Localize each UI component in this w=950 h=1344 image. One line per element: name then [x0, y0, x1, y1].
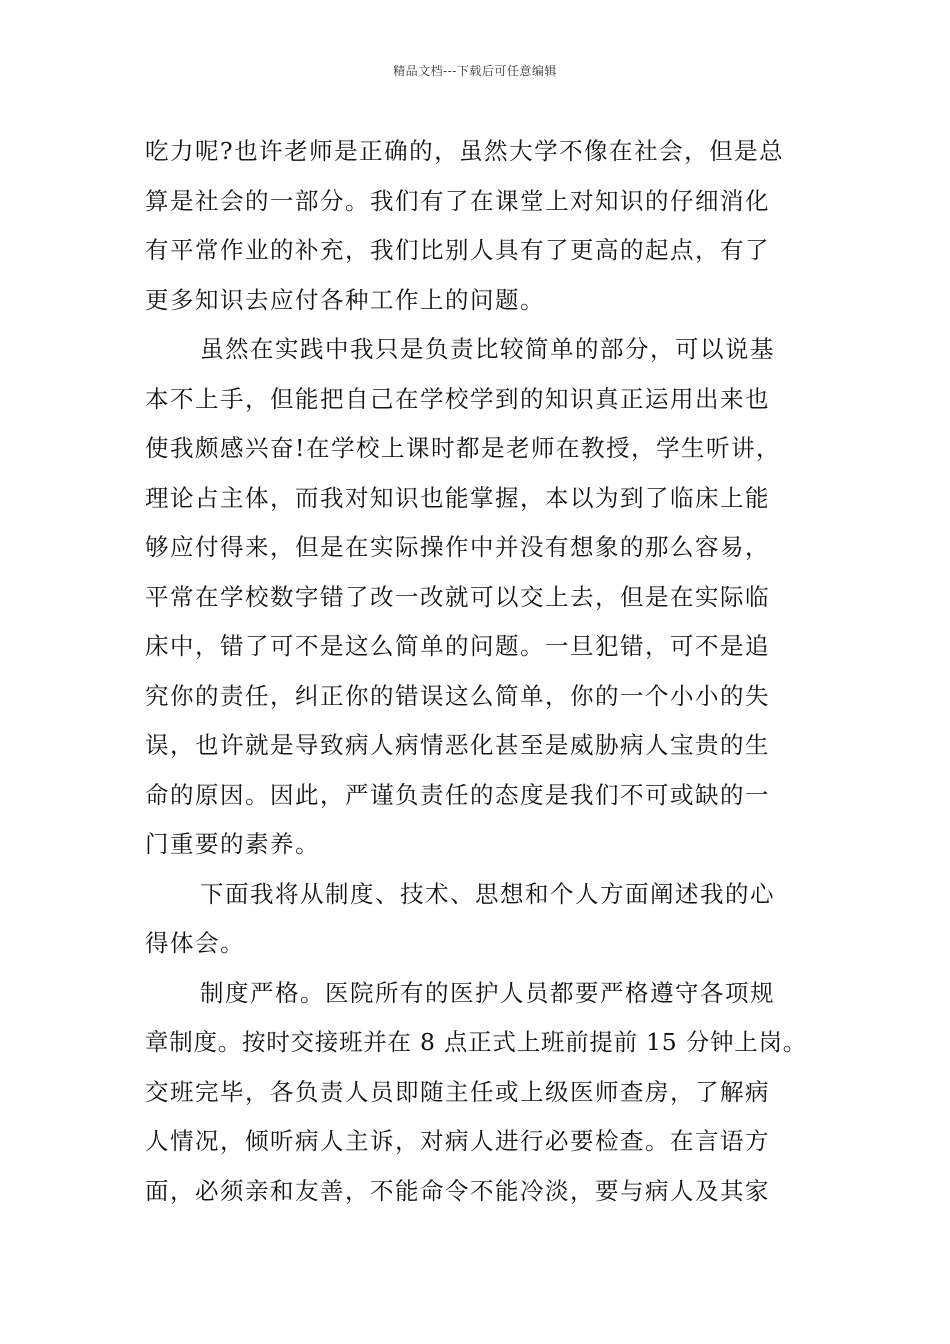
text-line: 命的原因。因此，严谨负责任的态度是我们不可或缺的一 — [145, 780, 770, 809]
text-line: 算是社会的一部分。我们有了在课堂上对知识的仔细消化 — [145, 186, 770, 215]
text-line: 人情况，倾听病人主诉，对病人进行必要检查。在言语方 — [145, 1127, 770, 1155]
text-line: 门重要的素养。 — [145, 830, 320, 858]
text-line: 够应付得来，但是在实际操作中并没有想象的那么容易， — [145, 533, 770, 561]
text-line: 虽然在实践中我只是负责比较简单的部分，可以说基 — [200, 335, 775, 363]
text-line: 面，必须亲和友善，不能命令不能冷淡，要与病人及其家 — [145, 1176, 770, 1205]
text-line: 本不上手，但能把自己在学校学到的知识真正运用出来也 — [145, 384, 770, 413]
text-line: 得体会。 — [145, 929, 245, 957]
page-header: 精品文档---下载后可任意编辑 — [393, 64, 557, 78]
text-line: 交班完毕，各负责人员即随主任或上级医师查房，了解病 — [145, 1077, 770, 1106]
text-line: 误，也许就是导致病人病情恶化甚至是威胁病人宝贵的生 — [145, 731, 770, 759]
text-line: 使我颇感兴奋!在学校上课时都是老师在教授，学生听讲， — [145, 434, 781, 462]
text-line: 床中，错了可不是这么简单的问题。一旦犯错，可不是追 — [145, 632, 770, 660]
text-line: 理论占主体，而我对知识也能掌握，本以为到了临床上能 — [145, 483, 770, 512]
text-line: 更多知识去应付各种工作上的问题。 — [145, 285, 545, 314]
body-text — [145, 127, 810, 1216]
text-line: 制度严格。医院所有的医护人员都要严格遵守各项规 — [200, 978, 775, 1007]
text-line: 究你的责任，纠正你的错误这么简单，你的一个小小的失 — [145, 681, 770, 710]
text-line: 平常在学校数字错了改一改就可以交上去，但是在实际临 — [145, 582, 770, 611]
text-line: 有平常作业的补充，我们比别人具有了更高的起点，有了 — [145, 236, 770, 264]
text-line: 下面我将从制度、技术、思想和个人方面阐述我的心 — [200, 879, 775, 908]
text-line: 吃力呢?也许老师是正确的，虽然大学不像在社会，但是总 — [145, 137, 785, 165]
text-line: 章制度。按时交接班并在 8 点正式上班前提前 15 分钟上岗。 — [145, 1028, 807, 1056]
